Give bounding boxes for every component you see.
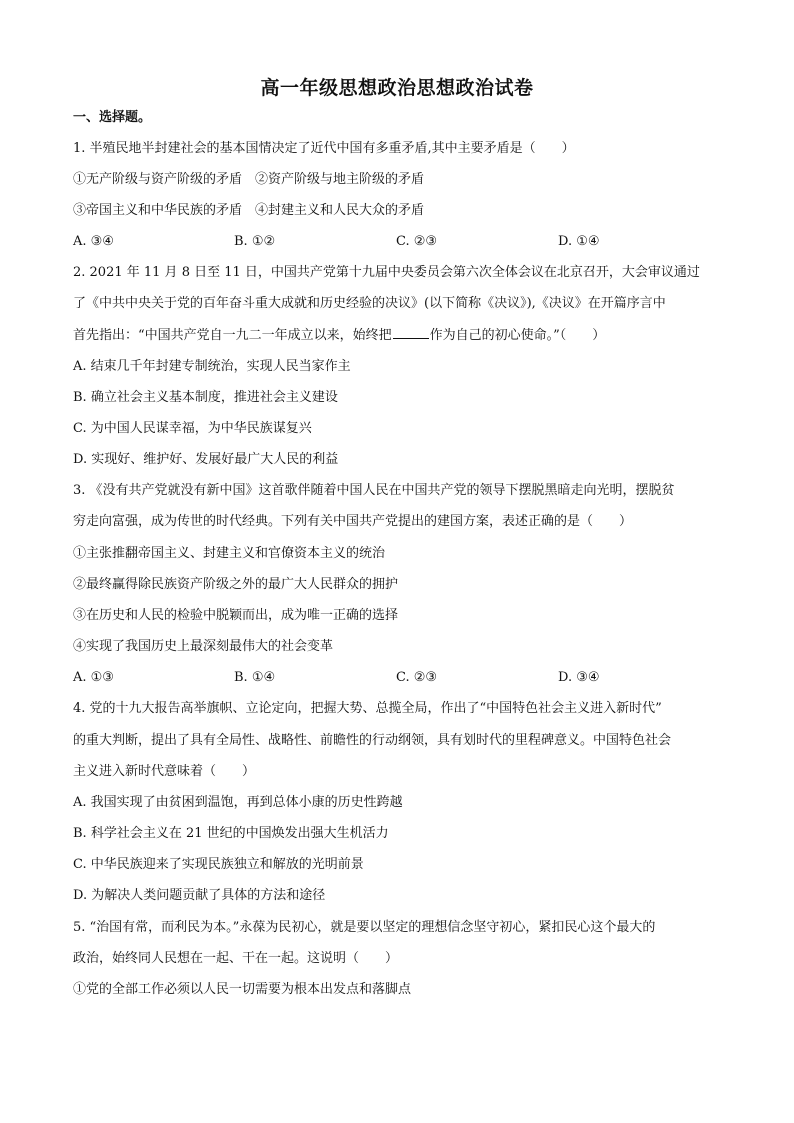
- q3-option-d: D. ③④: [558, 670, 600, 685]
- q2-option-d: D. 实现好、维护好、发展好最广大人民的利益: [73, 452, 339, 467]
- q3-statement-4: ④实现了我国历史上最深刻最伟大的社会变革: [73, 639, 334, 654]
- q1-option-b: B. ①②: [234, 234, 276, 249]
- q4-option-a: A. 我国实现了由贫困到温饱，再到总体小康的历史性跨越: [73, 795, 403, 810]
- q4-option-b: B. 科学社会主义在 21 世纪的中国焕发出强大生机活力: [73, 826, 389, 841]
- q3-stem-line-2: 穷走向富强，成为传世的时代经典。下列有关中国共产党提出的建国方案，表述正确的是（ ）: [73, 514, 633, 529]
- q2-stem-line-1: 2. 2021 年 11 月 8 日至 11 日，中国共产党第十九届中央委员会第六次全体会议在北京召开，大会审议通过: [73, 265, 700, 280]
- q3-statement-1: ①主张推翻帝国主义、封建主义和官僚资本主义的统治: [73, 546, 386, 561]
- q1-option-a: A. ③④: [73, 234, 114, 249]
- q2-stem-line-2: 了《中共中央关于党的百年奋斗重大成就和历史经验的决议》(以下简称《决议》),《决议》在开篇序言中: [73, 296, 666, 311]
- q1-statement-line-1: ①无产阶级与资产阶级的矛盾 ②资产阶级与地主阶级的矛盾: [73, 172, 425, 187]
- q3-option-c: C. ②③: [396, 670, 438, 685]
- q1-option-c: C. ②③: [396, 234, 438, 249]
- q3-statement-2: ②最终赢得除民族资产阶级之外的最广大人民群众的拥护: [73, 577, 399, 592]
- q4-stem-line-2: 的重大判断，提出了具有全局性、战略性、前瞻性的行动纲领，具有划时代的里程碑意义。中国特色社会: [73, 733, 672, 748]
- q2-option-a: A. 结束几千年封建专制统治，实现人民当家作主: [73, 359, 351, 374]
- q2-stem-line-3: [73, 326, 733, 345]
- q3-statement-3: ③在历史和人民的检验中脱颖而出，成为唯一正确的选择: [73, 608, 399, 623]
- q4-stem-line-1: 4. 党的十九大报告高举旗帜、立论定向，把握大势、总揽全局，作出了“中国特色社会主义进入新时代”: [73, 701, 662, 716]
- q5-stem-line-1: 5. “治国有常，而利民为本。”永葆为民初心，就是要以坚定的理想信念坚守初心，紧扣民心这个最大的: [73, 920, 656, 935]
- q2-stem-line-3-end: 作为自己的初心使命。”（ ）: [429, 328, 606, 343]
- q1-statement-line-2: ③帝国主义和中华民族的矛盾 ④封建主义和人民大众的矛盾: [73, 203, 425, 218]
- section-heading: 一、选择题。: [73, 110, 152, 125]
- q1-option-d: D. ①④: [558, 234, 600, 249]
- q2-stem-line-3-start: 首先指出：“中国共产党自一九二一年成立以来，始终把: [73, 328, 392, 343]
- page-title: 高一年级思想政治思想政治试卷: [260, 77, 534, 99]
- q3-option-b: B. ①④: [234, 670, 276, 685]
- q4-stem-line-3: 主义进入新时代意味着（ ）: [73, 764, 256, 779]
- q4-option-d: D. 为解决人类问题贡献了具体的方法和途径: [73, 888, 326, 903]
- fill-in-blank: [393, 326, 429, 339]
- q5-stem-line-2: 政治，始终同人民想在一起、干在一起。这说明（ ）: [73, 951, 399, 966]
- q3-option-a: A. ①③: [73, 670, 114, 685]
- q4-option-c: C. 中华民族迎来了实现民族独立和解放的光明前景: [73, 857, 364, 872]
- q1-stem: 1. 半殖民地半封建社会的基本国情决定了近代中国有多重矛盾,其中主要矛盾是（ ）: [73, 141, 575, 156]
- q5-statement-1: ①党的全部工作必须以人民一切需要为根本出发点和落脚点: [73, 982, 412, 997]
- q3-stem-line-1: 3. 《没有共产党就没有新中国》这首歌伴随着中国人民在中国共产党的领导下摆脱黑暗走向光明，摆脱贫: [73, 483, 675, 498]
- q2-option-b: B. 确立社会主义基本制度，推进社会主义建设: [73, 390, 338, 405]
- q2-option-c: C. 为中国人民谋幸福，为中华民族谋复兴: [73, 421, 312, 436]
